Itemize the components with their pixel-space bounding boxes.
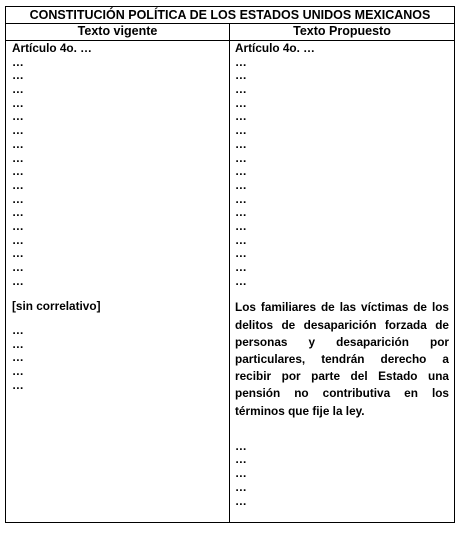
current-ellipses-bottom <box>12 324 224 392</box>
ellipsis-line: … <box>235 466 247 481</box>
column-header-current: Texto vigente <box>77 24 158 38</box>
comparison-table <box>5 6 455 523</box>
ellipsis-line: … <box>235 205 247 220</box>
proposed-ellipses-bottom <box>235 440 449 508</box>
ellipsis-line: … <box>235 218 247 233</box>
ellipsis-line: … <box>12 260 24 274</box>
ellipsis-line: … <box>12 95 24 110</box>
ellipsis-line: … <box>235 191 247 206</box>
ellipsis-line: … <box>235 109 247 124</box>
ellipsis-line: … <box>12 232 24 247</box>
ellipsis-line: … <box>235 177 247 192</box>
ellipsis-line: … <box>12 68 24 83</box>
ellipsis-line: … <box>12 123 24 138</box>
ellipsis-line: … <box>12 150 24 165</box>
ellipsis-line: … <box>235 82 247 97</box>
ellipsis-line: … <box>12 136 24 151</box>
ellipsis-line: … <box>235 123 247 138</box>
proposed-ellipses-top <box>235 56 449 289</box>
ellipsis-line: … <box>235 260 247 274</box>
ellipsis-line: … <box>12 246 24 261</box>
ellipsis-line: … <box>12 177 24 192</box>
ellipsis-line: … <box>12 191 24 206</box>
ellipsis-line: … <box>12 82 24 97</box>
ellipsis-line: … <box>235 479 247 494</box>
ellipsis-line: … <box>12 323 24 338</box>
ellipsis-line: … <box>12 218 24 233</box>
ellipsis-line: … <box>12 273 24 288</box>
ellipsis-line: … <box>235 95 247 110</box>
ellipsis-line: … <box>235 136 247 151</box>
proposed-new-paragraph: Los familiares de las víctimas de los delitos de desaparición forzada de personas y desaparición por particulares, tendrán derecho a recibir por parte del Estado una pensión no contributiva en los términos que fije la ley. <box>235 300 449 418</box>
current-text-cell <box>12 42 224 393</box>
proposed-text-cell <box>235 42 449 508</box>
ellipsis-line: … <box>12 350 24 365</box>
ellipsis-line: … <box>12 336 24 351</box>
sin-correlativo-label: [sin correlativo] <box>12 299 101 314</box>
current-article-heading: Artículo 4o. … <box>12 41 92 55</box>
ellipsis-line: … <box>12 109 24 124</box>
ellipsis-line: … <box>235 246 247 261</box>
proposed-article-heading: Artículo 4o. … <box>235 41 315 55</box>
ellipsis-line: … <box>235 164 247 179</box>
ellipsis-line: … <box>235 438 247 453</box>
column-header-proposed: Texto Propuesto <box>293 24 391 38</box>
ellipsis-line: … <box>235 273 247 288</box>
ellipsis-line: … <box>235 150 247 165</box>
ellipsis-line: … <box>12 377 24 392</box>
ellipsis-line: … <box>235 452 247 467</box>
table-title: CONSTITUCIÓN POLÍTICA DE LOS ESTADOS UNIDOS MEXICANOS <box>6 7 454 24</box>
column-divider <box>229 24 230 523</box>
ellipsis-line: … <box>12 205 24 220</box>
current-ellipses-top <box>12 56 224 289</box>
ellipsis-line: … <box>235 54 247 69</box>
ellipsis-line: … <box>12 54 24 69</box>
ellipsis-line: … <box>12 164 24 179</box>
ellipsis-line: … <box>12 364 24 379</box>
ellipsis-line: … <box>235 232 247 247</box>
ellipsis-line: … <box>235 493 247 508</box>
ellipsis-line: … <box>235 68 247 83</box>
